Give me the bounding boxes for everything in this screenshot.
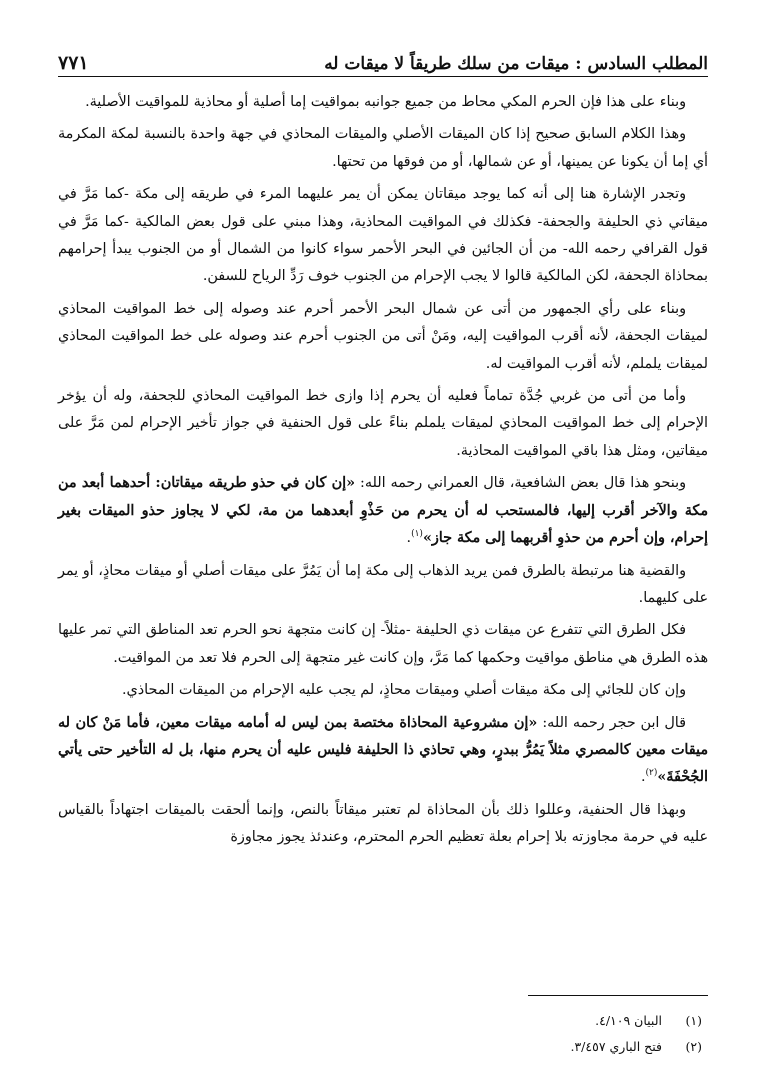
paragraph	[58, 296, 708, 378]
paragraph	[58, 710, 708, 792]
paragraph	[58, 558, 708, 613]
paragraph	[58, 89, 708, 116]
footnote-number: (١)	[685, 1013, 702, 1028]
paragraph	[58, 797, 708, 852]
paragraph	[58, 470, 708, 552]
body-text	[58, 89, 708, 852]
quotation: «إن كان في حذو طريقه ميقاتان: أحدهما أبعد من مكة والآخر أقرب إليها، فالمستحب له أن يحرم من حَذْوِ أبعدهما من مة، لكي لا يجاوز حذو الميقات بغير إحرام، وإن أحرم من حذوِ أقربهما إلى مكة جاز»	[58, 475, 708, 547]
text-run: .	[406, 530, 412, 547]
text-run: وبهذا قال الحنفية، وعللوا ذلك بأن المحاذاة لم تعتبر ميقاتاً بالنص، وإنما ألحقت بالميقات اجتهاداً بالقياس عليه في حرمة مجاوزته بلا إحرام بعلة تعظيم الحرم المحترم، وعندئذ يجوز مجاوزة	[58, 801, 708, 846]
running-header	[58, 40, 708, 77]
text-run: وبناء على هذا فإن الحرم المكي محاط من جميع جوانبه بمواقيت إما أصلية أو محاذية للمواقيت الأصلية.	[85, 94, 686, 110]
footnotes	[62, 1008, 702, 1060]
text-run: وبناء على رأي الجمهور من أتى عن شمال البحر الأحمر أحرم عند وصوله إلى خط المواقيت المحاذي لميقات الجحفة، لأنه أقرب المواقيت إليه، ومَنْ أتى من الجنوب أحرم عند وصوله على خط المواقيت المحاذي لميقات يلملم، لأنه أقرب المواقيت له.	[58, 300, 708, 372]
text-run: وبنحو هذا قال بعض الشافعية، قال العمراني رحمه الله:	[355, 475, 686, 492]
paragraph	[58, 181, 708, 291]
paragraph	[58, 617, 708, 672]
text-run: والقضية هنا مرتبطة بالطرق فمن يريد الذهاب إلى مكة إما أن يَمُرَّ على ميقات أصلي أو ميقات محاذٍ، أو يمر على كليهما.	[58, 562, 708, 606]
text-run: وتجدر الإشارة هنا إلى أنه كما يوجد ميقاتان يمكن أن يمر عليهما المرء في طريقه إلى مكة -كما مَرَّ في ميقاتي ذي الحليفة والجحفة- فكذلك في المواقيت المحاذية، وهذا مبني على قول بعض المالكية -كما مَرَّ في قول القرافي رحمه الله- من أن الجائين في البحر الأحمر سواء كانوا من الشمال أو من الجنوب يبدأ إحرامهم بمحاذاة الجحفة، لكن المالكية قالوا لا يجب الإحرام من الجنوب خوف رَدِّ الرياح للسفن.	[58, 186, 708, 285]
text-run: وإن كان للجائي إلى مكة ميقات أصلي وميقات محاذٍ، لم يجب عليه الإحرام من الميقات المحاذي.	[122, 682, 686, 699]
quotation: «إن مشروعية المحاذاة مختصة بمن ليس له أمامه ميقات معين، فأما مَنْ كان له ميقات معين كالمصري مثلاً يَمُرُّ ببدرٍ، وهي تحاذي ذا الحليفة فليس عليه أن يحرم منها، بل له التأخير حتى يأتي الجُحْفَةَ»	[58, 714, 708, 786]
footnote-text: البيان ٤/١٠٩.	[595, 1013, 662, 1028]
paragraph	[58, 383, 708, 465]
footnote	[62, 1034, 702, 1060]
footnote-separator	[528, 995, 708, 996]
text-run: قال ابن حجر رحمه الله:	[537, 714, 686, 731]
text-run: فكل الطرق التي تتفرع عن ميقات ذي الحليفة -مثلاً- إن كانت متجهة نحو الحرم تعد المناطق التي تمر عليها هذه الطرق هي مناطق مواقيت وحكمها كما مَرَّ، وإن كانت غير متجهة إلى الحرم فلا تعد من المواقيت.	[58, 622, 708, 666]
footnote-text: فتح الباري ٣/٤٥٧.	[570, 1039, 662, 1054]
footnote-ref: (٢)	[645, 768, 658, 779]
page-number: ٧٧١	[58, 52, 89, 74]
footnote	[62, 1008, 702, 1034]
header-title: المطلب السادس : ميقات من سلك طريقاً لا ميقات له	[324, 54, 708, 74]
footnote-ref: (١)	[411, 529, 423, 540]
text-run: .	[640, 769, 646, 786]
paragraph	[58, 121, 708, 176]
paragraph	[58, 677, 708, 704]
footnote-number: (٢)	[685, 1039, 702, 1054]
text-run: وهذا الكلام السابق صحيح إذا كان الميقات الأصلي والميقات المحاذي في جهة واحدة بالنسبة لمكة المكرمة أي إما أن يكونا عن يمينها، أو عن شمالها، أو من فوقها من تحتها.	[58, 126, 708, 170]
text-run: وأما من أتى من غربي جُدَّة تماماً فعليه أن يحرم إذا وازى خط المواقيت المحاذي للجحفة، وله أن يؤخر الإحرام إلى خط المواقيت المحاذي لميقات يلملم بناءً على قول الحنفية في جواز تأخير الإحرام لمن مَرَّ على ميقاتين، ومثل هذا باقي المواقيت المحاذية.	[58, 388, 708, 459]
